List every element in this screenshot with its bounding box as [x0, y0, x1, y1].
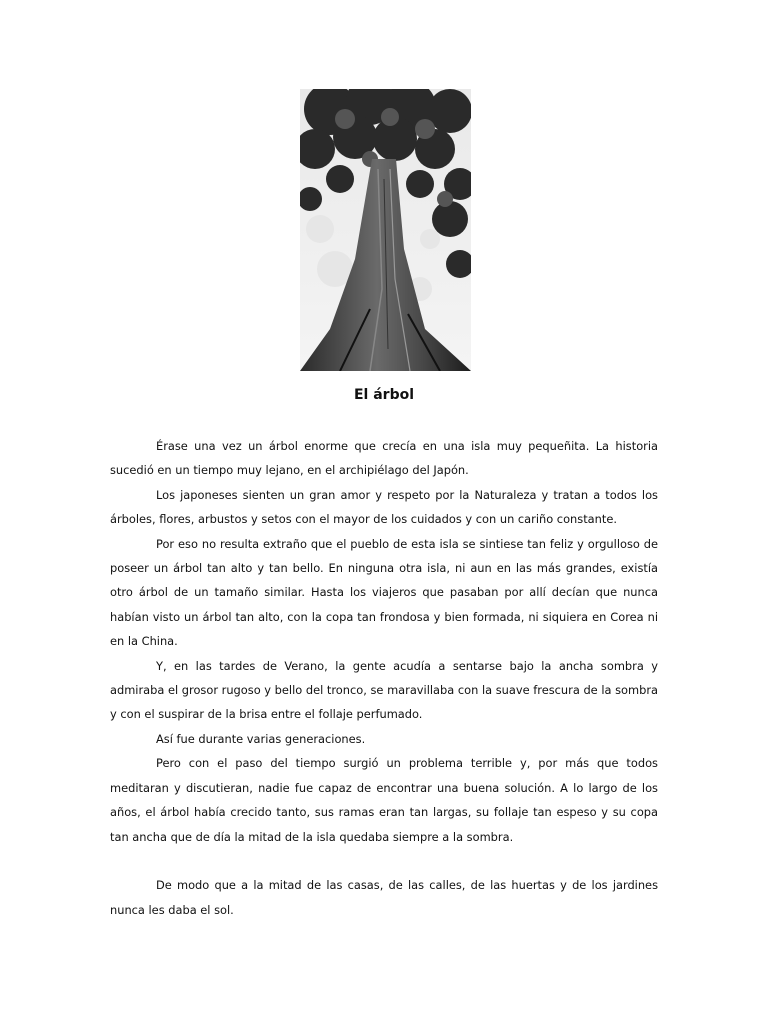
paragraph: Érase una vez un árbol enorme que crecía en una isla muy pequeñita. La historia sucedió en un tiempo muy lejano, en el archipiélago del Japón. [110, 439, 658, 478]
document-title: El árbol [353, 387, 415, 403]
paragraph: Así fue durante varias generaciones. [156, 731, 366, 746]
paragraph: Y, en las tardes de Verano, la gente acudía a sentarse bajo la ancha sombra y admiraba el grosor rugoso y bello del tronco, se maravillaba con la suave frescura de la sombra y con el suspirar de la brisa entre el follaje perfumado. [110, 658, 658, 722]
paragraph: Pero con el paso del tiempo surgió un problema terrible y, por más que todos meditaran y discutieran, nadie fue capaz de encontrar una buena solución. A lo largo de los años, el árbol había crecido tanto, sus ramas eran tan largas, su follaje tan espeso y su copa tan ancha que de día la mitad de la isla quedaba siempre a la sombra. [110, 756, 658, 844]
paragraph: Por eso no resulta extraño que el pueblo de esta isla se sintiese tan feliz y orgulloso de poseer un árbol tan alto y tan bello. En ninguna otra isla, ni aun en las más grandes, existía otro árbol de un tamaño similar. Hasta los viajeros que pasaban por allí decían que nunca habían visto un árbol tan alto, con la copa tan frondosa y bien formada, ni siquiera en Corea ni en la China. [110, 536, 658, 649]
tree-photo [300, 89, 471, 371]
paragraph: De modo que a la mitad de las casas, de las calles, de las huertas y de los jardines nunca les daba el sol. [110, 878, 658, 917]
document-body [110, 434, 658, 922]
paragraph: Los japoneses sienten un gran amor y respeto por la Naturaleza y tratan a todos los árboles, flores, arbustos y setos con el mayor de los cuidados y con un cariño constante. [110, 487, 658, 527]
tree-illustration [300, 89, 471, 371]
